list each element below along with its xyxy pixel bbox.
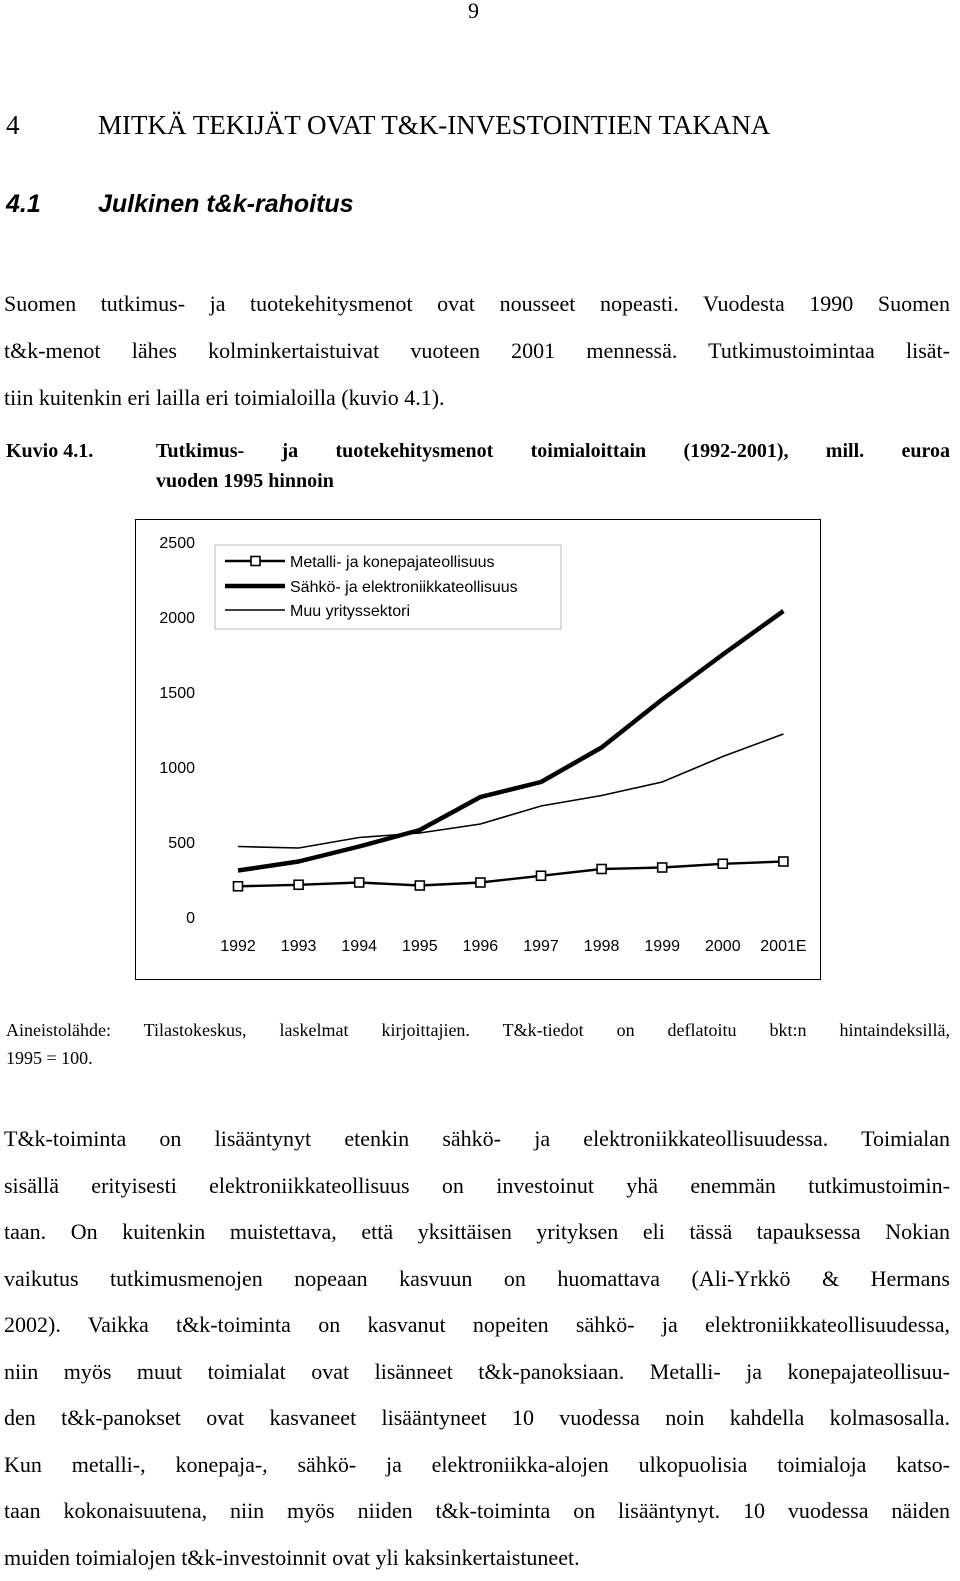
data-point-metalli-ja-konepaja [234,882,243,891]
data-point-metalli-ja-konepaja [597,865,606,874]
intro-line: tiin kuitenkin eri lailla eri toimialoilla (kuvio 4.1). [4,374,950,421]
body-line: den t&k-panokset ovat kasvaneet lisääntyneet 10 vuodessa noin kahdella kolmasosalla. [4,1395,950,1442]
data-point-metalli-ja-konepaja [718,859,727,868]
figure-title-line-1: Tutkimus- ja tuotekehitysmenot toimialoittain (1992-2001), mill. euroa [156,440,950,463]
y-tick-label: 2000 [159,610,195,627]
body-line: niin myös muut toimialat ovat lisänneet t&k-panoksiaan. Metalli- ja konepajateollisuu- [4,1349,950,1396]
data-point-metalli-ja-konepaja [355,878,364,887]
data-point-metalli-ja-konepaja [294,880,303,889]
x-tick-label: 2000 [705,938,741,955]
y-tick-label: 2500 [159,535,195,552]
series-line-sahko-ja-elektroniikka [238,611,783,871]
legend-label-metalli: Metalli- ja konepajateollisuus [290,554,495,571]
data-point-metalli-ja-konepaja [779,857,788,866]
source-note-line: Aineistolähde: Tilastokeskus, laskelmat kirjoittajien. T&k-tiedot on deflatoitu bkt:n hintaindeksillä, [6,1016,950,1044]
source-note [6,1016,950,1072]
x-tick-label: 1992 [220,938,256,955]
x-tick-label: 1996 [463,938,499,955]
x-tick-label: 1999 [644,938,680,955]
body-line: sisällä erityisesti elektroniikkateollisuus on investoinut yhä enemmän tutkimustoimin- [4,1163,950,1210]
data-point-metalli-ja-konepaja [476,878,485,887]
body-paragraph [4,1116,950,1581]
data-point-metalli-ja-konepaja [658,863,667,872]
x-tick-label: 1994 [341,938,377,955]
chapter-heading [6,110,770,141]
intro-line: t&k-menot lähes kolminkertaistuivat vuoteen 2001 mennessä. Tutkimustoimintaa lisät- [4,327,950,374]
body-line: T&k-toiminta on lisääntynyt etenkin sähkö- ja elektroniikkateollisuudessa. Toimialan [4,1116,950,1163]
figure-title-line-2: vuoden 1995 hinnoin [156,470,334,493]
x-tick-label: 1998 [584,938,620,955]
line-chart [135,519,821,980]
intro-paragraph [4,280,950,421]
chapter-number: 4 [6,110,98,141]
legend-marker-metalli [251,557,260,566]
series-line-metalli-ja-konepaja [238,862,783,887]
x-tick-label: 1995 [402,938,438,955]
x-tick-label: 1997 [523,938,559,955]
section-heading [6,190,354,219]
figure-label: Kuvio 4.1. [6,440,93,463]
data-point-metalli-ja-konepaja [537,871,546,880]
intro-line: Suomen tutkimus- ja tuotekehitysmenot ovat nousseet nopeasti. Vuodesta 1990 Suomen [4,280,950,327]
y-tick-label: 1500 [159,685,195,702]
page-number: 9 [468,0,479,24]
y-tick-label: 500 [168,835,195,852]
data-point-metalli-ja-konepaja [415,881,424,890]
body-line: muiden toimialojen t&k-investoinnit ovat yli kaksinkertaistuneet. [4,1535,950,1581]
body-line: taan. On kuitenkin muistettava, että yksittäisen yrityksen eli tässä tapauksessa Nokian [4,1209,950,1256]
source-note-line: 1995 = 100. [6,1044,950,1072]
body-line: vaikutus tutkimusmenojen nopeaan kasvuun on huomattava (Ali-Yrkkö & Hermans [4,1256,950,1303]
y-tick-label: 1000 [159,760,195,777]
body-line: Kun metalli-, konepaja-, sähkö- ja elektroniikka-alojen ulkopuolisia toimialoja katso- [4,1442,950,1489]
x-tick-label: 2001E [760,938,806,955]
section-number: 4.1 [6,190,98,219]
x-tick-label: 1993 [281,938,317,955]
body-line: 2002). Vaikka t&k-toiminta on kasvanut nopeiten sähkö- ja elektroniikkateollisuudessa, [4,1302,950,1349]
y-tick-label: 0 [186,910,195,927]
legend-label-muu: Muu yrityssektori [290,603,410,620]
chapter-title: MITKÄ TEKIJÄT OVAT T&K-INVESTOINTIEN TAKANA [98,110,770,140]
section-title: Julkinen t&k-rahoitus [98,190,354,218]
legend-label-sahko: Sähkö- ja elektroniikkateollisuus [290,579,518,596]
body-line: taan kokonaisuutena, niin myös niiden t&k-toiminta on lisääntynyt. 10 vuodessa näiden [4,1488,950,1535]
